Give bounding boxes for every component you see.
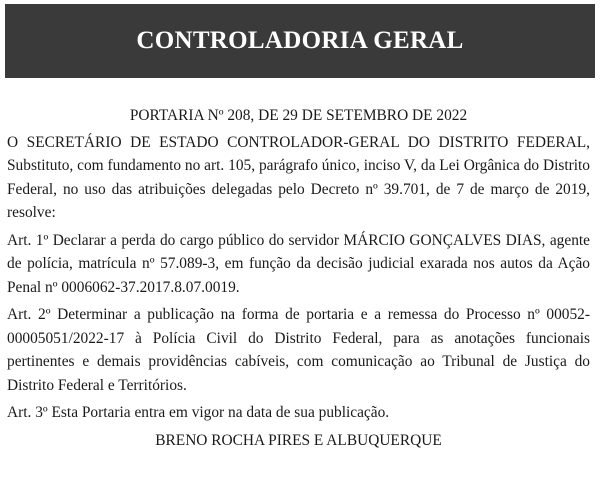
article-1-paragraph: Art. 1º Declarar a perda do cargo público do servidor MÁRCIO GONÇALVES DIAS, agente de polícia, matrícula nº 57.089-3, em função da decisão judicial exarada nos autos da Ação Penal nº 0006062-37.2017.8.07.0019. [7,231,590,296]
document-body [7,104,590,452]
article-3-paragraph: Art. 3º Esta Portaria entra em vigor na data de sua publicação. [7,404,390,421]
header-bar [5,4,595,78]
preamble-paragraph: O SECRETÁRIO DE ESTADO CONTROLADOR-GERAL DO DISTRITO FEDERAL, Substituto, com fundamento no art. 105, parágrafo único, inciso V, da Lei Orgânica do Distrito Federal, no uso das atribuições delegadas pelo Decreto nº 39.701, de 7 de março de 2019, resolve: [7,133,590,221]
signature-name: BRENO ROCHA PIRES E ALBUQUERQUE [155,431,442,449]
article-2-paragraph: Art. 2º Determinar a publicação na forma de portaria e a remessa do Processo nº 00052-00005051/2022-17 à Polícia Civil do Distrito Federal, para as anotações funcionais pertinentes e demais providências cabíveis, com comunicação ao Tribunal de Justiça do Distrito Federal e Territórios. [7,306,590,394]
header-title: CONTROLADORIA GERAL [136,27,464,54]
portaria-title: PORTARIA Nº 208, DE 29 DE SETEMBRO DE 2022 [129,107,468,124]
